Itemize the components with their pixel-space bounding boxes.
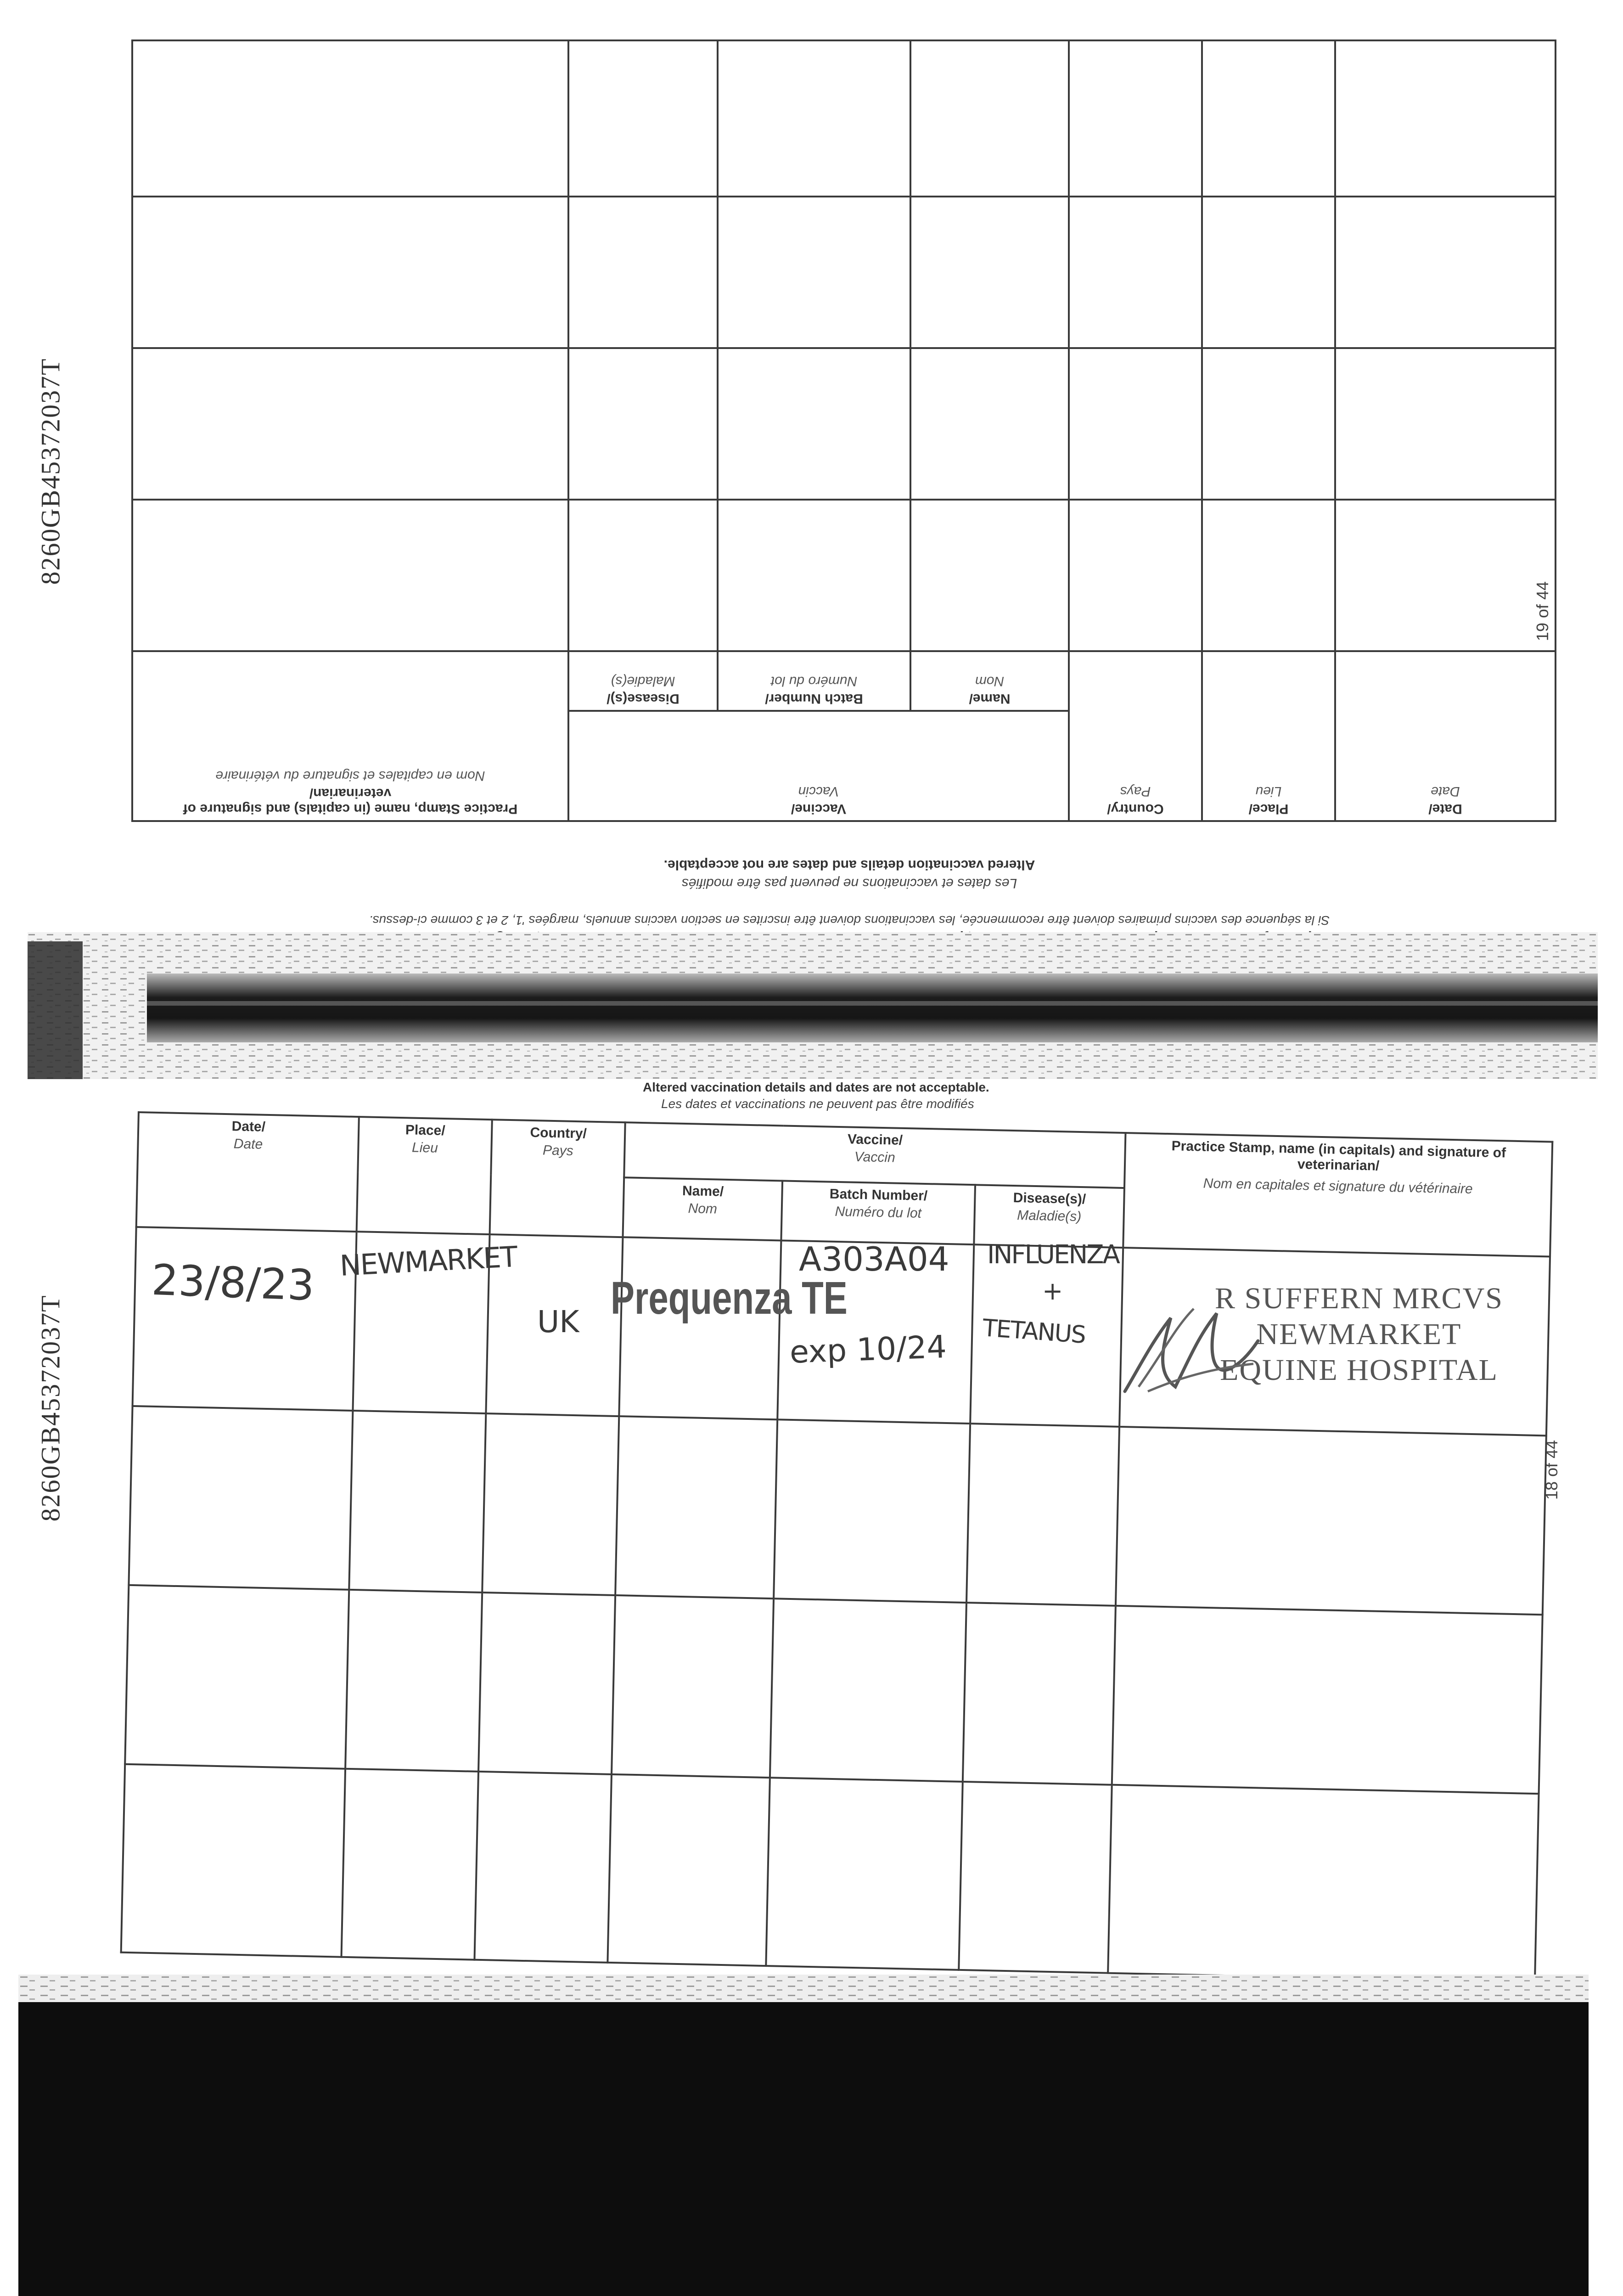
practice-stamp-line-2: NEWMARKET: [1256, 1317, 1462, 1351]
practice-stamp-line-1: R SUFFERN MRCVS: [1215, 1282, 1503, 1315]
header-disease: Disease(s)/ Maladie(s): [568, 651, 718, 711]
header-place: Place/ Lieu: [357, 1117, 492, 1234]
table-row: [132, 197, 1556, 348]
table-row: [121, 1764, 1539, 1982]
vet-signature: [1120, 1300, 1267, 1401]
header-vaccine: Vaccine/ Vaccin: [568, 711, 1069, 821]
serial-number-lower: 8260GB4537203​7T: [35, 1294, 66, 1522]
altered-notice-en-lower: Altered vaccination details and dates are not acceptable.: [643, 1080, 989, 1094]
table-row: [129, 1406, 1546, 1615]
serial-number-upper: 8260GB4537203​7T: [35, 358, 66, 585]
header-batch: Batch Number/ Numéro du lot: [781, 1181, 975, 1244]
entry-disease-amp: +: [1042, 1277, 1063, 1306]
table-row: [132, 348, 1556, 500]
altered-notice-fr-lower: Les dates et vaccinations ne peuvent pas être modifiés: [661, 1097, 974, 1111]
binding-fold: [28, 932, 1598, 1079]
header-place: Place/ Lieu: [1202, 651, 1335, 821]
header-disease: Disease(s)/ Maladie(s): [974, 1185, 1124, 1248]
entry-vaccine-name: Prequenza TE: [611, 1272, 848, 1324]
header-date: Date/ Date: [136, 1112, 359, 1232]
entry-disease-2: TETANUS: [982, 1314, 1086, 1349]
page-number-upper: 19 of 44: [1533, 581, 1552, 642]
scan-bottom-shadow: [18, 2002, 1589, 2296]
page-number-lower: 18 of 44: [1542, 1440, 1561, 1500]
header-stamp: Practice Stamp, name (in capitals) and signature of veterinarian/ Nom en capitales et signature du vétérinaire: [132, 651, 568, 821]
table-row: [125, 1585, 1543, 1794]
upper-warnings: [230, 850, 1469, 946]
header-country: Country/ Pays: [490, 1120, 625, 1237]
header-name: Name/ Nom: [623, 1177, 782, 1240]
header-name: Name/ Nom: [910, 651, 1069, 711]
table-row: [132, 40, 1556, 197]
header-date: Date/ Date: [1335, 651, 1556, 821]
upper-vaccination-table: [133, 106, 1556, 822]
header-batch: Batch Number/ Numéro du lot: [718, 651, 910, 711]
entry-place: NEWMARKET: [339, 1239, 518, 1283]
header-stamp: Practice Stamp, name (in capitals) and signature of veterinarian/ Nom en capitales et signature du vétérinaire: [1123, 1133, 1552, 1256]
altered-notice-fr-upper: Les dates et vaccinations ne peuvent pas être modifiés: [681, 876, 1017, 891]
altered-notice-en-upper: Altered vaccination details and dates are not acceptable.: [663, 857, 1035, 872]
entry-batch: A303A04: [799, 1240, 949, 1278]
entry-disease-1: INFLUENZA: [987, 1240, 1119, 1270]
entry-country: UK: [537, 1304, 579, 1339]
restart-notice-fr: Si la séquence des vaccins primaires doivent être recommencée, les vaccinations doivent être inscrites en section vaccins annuels, margées '1, 2 et 3 comme ci-dessus.: [369, 913, 1330, 928]
header-country: Country/ Pays: [1069, 651, 1202, 821]
table-row: [132, 500, 1556, 651]
entry-expiry: exp 10/24: [789, 1329, 947, 1371]
entry-date: 23/8/23: [151, 1255, 315, 1311]
header-vaccine: Vaccine/ Vaccin: [624, 1122, 1125, 1188]
practice-stamp-line-3: EQUINE HOSPITAL: [1220, 1353, 1498, 1387]
